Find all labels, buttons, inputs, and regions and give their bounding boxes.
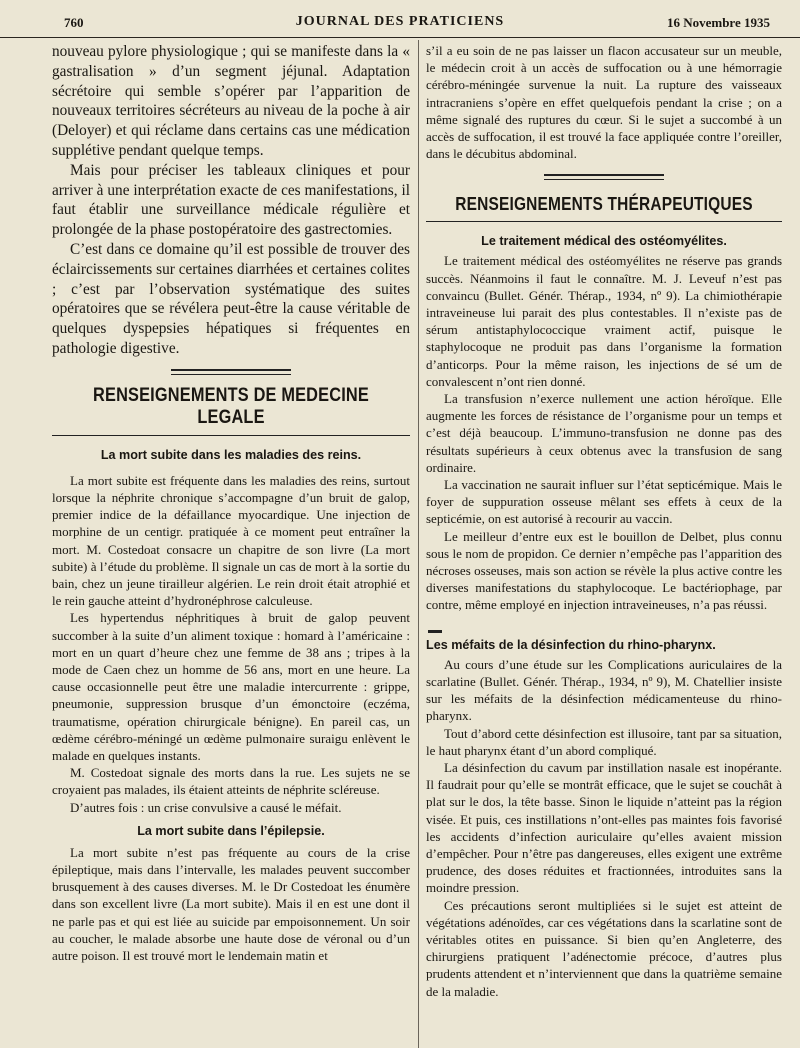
paragraph: La transfusion n’exerce nullement une action héroïque. Elle augmente les forces de résistance de l’organisme pour un temps et c’est déjà beaucoup. L’immuno-transfusion ne donne pas des résultats supérieurs à ceux obtenus avec la transfusion de sang ordinaire. <box>426 391 782 475</box>
paragraph: Le traitement médical des ostéomyélites ne réserve pas grands succès. Néanmoins il faut le connaître. M. J. Leveuf n’est pas convaincu (Bullet. Génér. Thérap., 1934, nº 9). La chimiothérapie intraveineuse lui parait des plus contestables. Il n’existe pas de sérum antistaphylococcique vraiment actif, puisque le staphylocoque ne produit pas dans l’organisme la formation d’anticorps. Pour la même raison, les injections de sé um de convalescent n’ont rien donné. <box>426 253 782 389</box>
paragraph: Tout d’abord cette désinfection est illusoire, tant par sa situation, le haut pharynx étant d’un abord compliqué. <box>426 725 782 758</box>
subsection-title-rhino-pharynx: Les méfaits de la désinfection du rhino-pharynx. <box>426 637 716 652</box>
left-column <box>52 42 410 1048</box>
separator-mark <box>428 630 442 633</box>
paragraph: s’il a eu soin de ne pas laisser un flacon accusateur sur un meuble, le médecin croit à un accès de suffocation ou à une hémorragie cérébro-méningée survenue la nuit. La rupture des vaisseaux intracraniens s’opère en effet quelquefois pendant la crise ; on a même signalé des ruptures du cœur. Si le sujet a succombé à un accès de suffocation, il est trouvé la face appliquée contre l’oreiller, dans le décubitus abdominal. <box>426 43 782 162</box>
paragraph: Ces précautions seront multipliées si le sujet est atteint de végétations adénoïdes, car ces végétations dans la scarlatine sont de véritables otites en puissance. Si bien qu’en Angleterre, des chirurgiens pratiquent l’adénectomie précoce, d’autres plus prudents attendent et n’interviennent que dans la quatrième semaine de la maladie. <box>426 897 782 999</box>
paragraph: Le meilleur d’entre eux est le bouillon de Delbet, plus connu sous le nom de propidon. Ce dernier n’empêche pas l’apparition des nécroses osseuses, mais son action se révèle la plus active contre les diverses manifestations du staphylocoque. Le bactériophage, par contre, même employé en injection intraveineuses, n’a pas réussi. <box>426 528 782 613</box>
journal-title: JOURNAL DES PRATICIENS <box>295 14 505 29</box>
subsection-title-osteomyelites: Le traitement médical des ostéomyélites. <box>481 234 727 249</box>
page-number: 760 <box>64 15 84 30</box>
paragraph: La désinfection du cavum par instillation nasale est inopérante. Il faudrait pour qu’elle se montrât efficace, que le sujet se couchât à plat sur le dos, la tête basse. Sinon le liquide n’atteint pas la région visée. Et puis, ces instillations n’ont-elles pas maintes fois favorisé les accidents d’infection auriculaire qu’elles avaient mission d’empêcher. Pour n’être pas dangereuses, elles exigent une extrême prudence, des doses réduites et fractionnées, introduites sans la moindre pression. <box>426 759 782 896</box>
issue-date: 16 Novembre 1935 <box>666 15 770 30</box>
paragraph: La mort subite n’est pas fréquente au cours de la crise épileptique, mais dans l’intervalle, les malades peuvent succomber brusquement à des causes diverses. M. le Dr Costedoat les énumère dans son excellent livre (La mort subite). Mais il en est une dont il ne parle pas et qui est liée au suicide par empoisonnement. Un soir au coucher, le malade absorbe une haute dose de véronal ou d’un autre poison. Il est trouvé mort le lendemain matin et <box>52 844 410 964</box>
article-epilepsie <box>52 844 410 964</box>
paragraph: M. Costedoat signale des morts dans la rue. Les sujets ne se croyaient pas malades, ils étaient atteints de néphrite scléreuse. <box>52 765 410 798</box>
paragraph: La vaccination ne saurait influer sur l’état septicémique. Mais le foyer de suppuration osseuse mêlant ses effets à ceux de la septicémie, on est autorisé à recourir au vaccin. <box>426 477 782 527</box>
paragraph: Les hypertendus néphritiques à bruit de galop peuvent succomber à la suite d’un aliment toxique : homard à l’américaine : mort en un quart d’heure chez une femme de 38 ans ; tripes à la mode de Caen chez un homme de 56 ans, mort en une heure. La cause occasionnelle peut être une maladie intercurrente : grippe, pneumonie, suppression brusque d’un émonctoire (eczéma, traumatisme, opération chirurgicale bénigne). En pareil cas, un œdème cérébro-méningé un œdème pulmonaire suraigu enlèvent le malade en quelques instants. <box>52 610 410 763</box>
paragraph: Au cours d’une étude sur les Complications auriculaires de la scarlatine (Bullet. Génér. Thérap., 1934, nº 9), M. Chatellier insiste sur les méfaits de la désinfection médicamenteuse du rhino-pharynx. <box>426 656 782 724</box>
paragraph: La mort subite est fréquente dans les maladies des reins, surtout lorsque la néphrite chronique s’accompagne d’un bruit de galop, premier indice de la défaillance myocardique. Une injection de morphine de un centigr. pratiquée à ce moment peut entraîner la mort. M. Costedoat consacre un chapitre de son livre (La mort subite) à l’étude du problème. Il signale un cas de mort à la sortie du bain, chez un jeune tirailleur algérien. Le rein droit était atrophié et le rein gauche atteint d’hydronéphrose calculeuse. <box>52 472 410 609</box>
section-title-therapeutiques: RENSEIGNEMENTS THÉRAPEUTIQUES <box>455 194 753 215</box>
article-reins <box>52 472 410 816</box>
article-osteomyelites <box>426 252 782 613</box>
subsection-title-epilepsie: La mort subite dans l’épilepsie. <box>137 823 325 838</box>
page-header <box>0 0 800 38</box>
paragraph: nouveau pylore physiologique ; qui se manifeste dans la « gastralisation » d’un segment jéjunal. Adaptation sécrétoire qui semble s’opérer par l’apparition de nouveaux territoires sécréteurs au niveau de la poche à air (Deloyer) et qui réclame dans certains cas une médication supplétive pendant quelque temps. <box>52 43 410 159</box>
column-divider <box>418 40 419 1048</box>
paragraph: Mais pour préciser les tableaux cliniques et pour arriver à une interprétation exacte de ces manifestations, il faut établir une surveillance médicale régulière et prolongée de la phase postopératoire des gastrectomies. <box>52 161 410 239</box>
right-column <box>426 42 782 1048</box>
paragraph: C’est dans ce domaine qu’il est possible de trouver des éclaircissements sur certaines diarrhées et certaines colites ; c’est par l’observation systématique des suites opératoires que se révélera peut-être la cause véritable de quelques dyspepsies hépatiques si fréquentes en pathologie digestive. <box>52 240 410 357</box>
intro-block <box>52 42 410 359</box>
section-title-medecine-legale: RENSEIGNEMENTS DE MEDECINE LEGALE <box>93 384 369 428</box>
continued-block <box>426 42 782 162</box>
paragraph: D’autres fois : un crise convulsive a causé le méfait. <box>70 799 342 815</box>
article-rhino-pharynx <box>426 656 782 1000</box>
subsection-title-reins: La mort subite dans les maladies des reins. <box>100 447 362 462</box>
